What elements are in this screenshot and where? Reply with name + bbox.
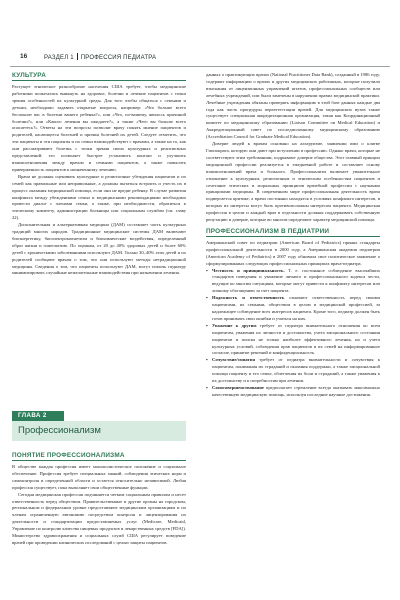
principle-item xyxy=(206,268,380,296)
pediatrics-heading: ПРОФЕССИОНАЛИЗМ В ПЕДИАТРИИ xyxy=(206,228,380,237)
principles-list xyxy=(206,268,380,399)
section-title: ПРОФЕССИЯ ПЕДИАТРА xyxy=(80,55,157,61)
section-label: РАЗДЕЛ 1 xyxy=(44,55,74,61)
intro-paragraph: Доверие людей к врачам основано на альтруизме, заявлении ими о клятве Гиппократа, которую они дают при вступлении в профессию. Однако врачи, которые не соответствуют этим требованиям, подрывают доверие общества. Этот главный принцип медицинской профессии реализуется в ежедневной работе и составляет основу взаимоотношений врача и больного. Профессионализм включает уважительное отношение к культурным, религиозным и этническим особенностям пациентов и сочетание этических и моральных принципов врачебной профессии с научными принципами медицины. В современном мире профессиональная деятельность врача подвергается критике, а врачи постоянно находятся в условиях конфликта интересов, в которых их интересы могут быть противоположны интересам пациента. Медицинская профессия в целом и каждый врач в отдельности должны поддерживать собственную репутацию и доверие, которые во многом определяют характер медицинской помощи. xyxy=(206,141,380,223)
page-number: 16 xyxy=(20,53,28,60)
running-header xyxy=(8,51,394,64)
principle-text: Т. е. постоянное соблюдение высочайших стандартов поведения и уважение личного и профессионального кодекса чести, ведущие ко многим ситуациям, которые могут привести к конфликту интересов или личному обогащению за счет пациента. xyxy=(212,267,380,294)
header-separator xyxy=(77,53,78,60)
principle-text: требует от педиатра внимательности и сочувствия к пациентам, понимания их страданий и оказания поддержки, а также эмоциональной помощи пациенту и его семье, облегчения их боли и страданий, а также уважения к их достоинству и к потребностям при лечении. xyxy=(212,357,380,384)
professionalism-heading: ПОНЯТИЕ ПРОФЕССИОНАЛИЗМА xyxy=(12,452,186,461)
professionalism-paragraph: Сегодня медицинская профессия подчиняется четким социальным правилам и несет ответственность перед обществом. Правительственные и другие органы на городском, региональном и федеральном уровне предоставляют медицинским организациям и их членам ограниченную автономию посредством контроля и лицензирования их деятельности и стандартизации предоставляемых услуг (Medicare, Medicaid, Управление по контролю качества пищевых продуктов и лекарственных средств [FDA]). Министерство здравоохранения и социальных служб США регулирует поведение врачей при проведении клинических исследований с целью защиты пациентов. xyxy=(12,491,186,545)
principle-item xyxy=(206,323,380,358)
culture-heading: КУЛЬТУРА xyxy=(12,72,186,81)
principle-term: Самосовершенствование xyxy=(212,384,264,390)
right-column xyxy=(206,72,380,399)
chapter-banner xyxy=(12,411,186,443)
pediatrics-paragraph: Американский совет по педиатрии (American Board of Pediatrics) принял стандарты профессиональной деятельности в 2000 году, а Американская академия педиатрии (American Academy of Pediatrics) в 2007 году обновила свое политическое заявление о сформулированных следующих профессиональных принципах врача-педиатра. xyxy=(206,239,380,266)
principle-text: требует от педиатра внимательного отношения ко всем пациентам, уважения их личности и достоинства, учета эмоционального состояния пациентов и поиска не только наиболее эффективного лечения, но и учета культурных условий, соблюдения прав пациентов и их семей на информированное согласие, принятие решений и конфиденциальность. xyxy=(212,322,380,356)
principle-item xyxy=(206,385,380,399)
principle-item xyxy=(206,357,380,385)
chapter-title: Профессионализм xyxy=(12,421,186,441)
principle-item xyxy=(206,295,380,323)
intro-paragraph: данных о практикующих врачах (National Practitioner Data Bank), созданный в 1986 году, содержит информацию о врачах и других медицинских работниках, которые получили взыскания от лицензионных управлений штатов, профессиональных сообществ или лечебных учреждений, или были замечены в нарушении правил медицинской практики. Лечебные учреждения обязаны проверять информацию в этой базе данных каждые два года как часть процедуры переаттестации врачей. Для медицинских вузов также существует специальная аккредитационная организация, такая как Координационный комитет по медицинскому образованию (Liaison Committee on Medical Education) и Аккредитационный совет по последипломному медицинскому образованию (Accreditation Council for Graduate Medical Education). xyxy=(206,72,380,140)
left-column xyxy=(12,72,186,277)
professionalism-paragraph: В обществе каждая профессия имеет монополистическое положение и социальное обеспечение. Профессия требует специальных знаний, соблюдения этических норм и самоконтроля в определенной области и остается относительно независимой. Любая профессия существует, пока выполняет свои общественные функции. xyxy=(12,464,186,490)
principle-text: предполагает стремление всегда оказывать максимально качественную медицинскую помощь, используя последние научные достижения. xyxy=(212,384,380,397)
principle-term: Уважение к другим xyxy=(212,322,257,328)
running-header-section xyxy=(44,53,156,61)
principle-term: Сочувствие/эмпатия xyxy=(212,357,255,363)
left-column-bottom xyxy=(12,452,186,547)
principle-term: Честность и принципиальность. xyxy=(212,267,285,273)
chapter-label: ГЛАВА 2 xyxy=(12,411,64,421)
header-rule xyxy=(10,66,390,67)
principle-text: означают ответственность перед своими пациентами, их семьями, обществом в целом и медицинской профессией, за надлежащее соблюдение всех интересов пациента. Кроме того, педиатр должен быть готов принимать свои ошибки и учиться на них. xyxy=(212,295,380,321)
principle-term: Надежность и ответственность xyxy=(212,295,285,301)
culture-paragraph: Растущее этническое разнообразие населения США требует, чтобы медицинские работники попытались вникнуть на здоровье, болезни и лечение пациентов с точки зрения особенностей их культурной среды. Для того чтобы общаться с семьями и детьми, необходимо задавать открытые вопросы, например: «Что больше всего беспокоит вас в болезни вашего ребенка?», или «Что, по-вашему, явилось причиной болезни?», или «Какого лечения вы ожидаете?», а также «Чего вы больше всего опасаетесь?» Ответы на эти вопросы позволят врачу понять мнение пациентов и родителей, касающееся болезней и причин болезней их детей. Следует отметить, что эти пациенты и эти пациенты и их семьи взаимодействуют с врачами, а также на то, как они рассматривают болезнь с точки зрения своих культурных и религиозных представлений: это позволяет быстрее установить контакт и улучшить взаимоотношения между врачом и семьями пациентов, а также повысить приверженность пациентов к назначенному лечению. xyxy=(12,84,186,172)
culture-paragraph: Дополнительная и альтернативная медицина (ДАМ) составляет часть культурных традиций многих народов. Традиционные медицинские системы ДАМ включают биоэнергетику, биоэлектромагнетизм и биохимические воздействия, определенный образ жизни и гомеопатию. По оценкам, от 20 до 40% здоровых детей и более 60% детей с хроническими заболеваниями используют ДАМ. Только 30–40% этих детей и их родителей сообщают врачам о том, что они используют методы нетрадиционной медицины. Сведения о том, что пациенты используют ДАМ, могут помочь педиатру минимизировать случайные нежелательные взаимодействия при назначении лечения. xyxy=(12,222,186,276)
culture-paragraph: Врачи не должны оценивать культурные и религиозные убеждения пациентов и их семей как правильные или неправильные, а должны пытаться встроить и учесть их в процесс оказания медицинской помощи, если они не вредят ребенку. В случае развития конфликта между убеждениями семьи и медицинскими рекомендациями необходимо провести диалог с членами семьи, а также, при необходимости, обратиться к этическому комитету, администрации больницы или социальным службам (см. главу 22). xyxy=(12,173,186,221)
